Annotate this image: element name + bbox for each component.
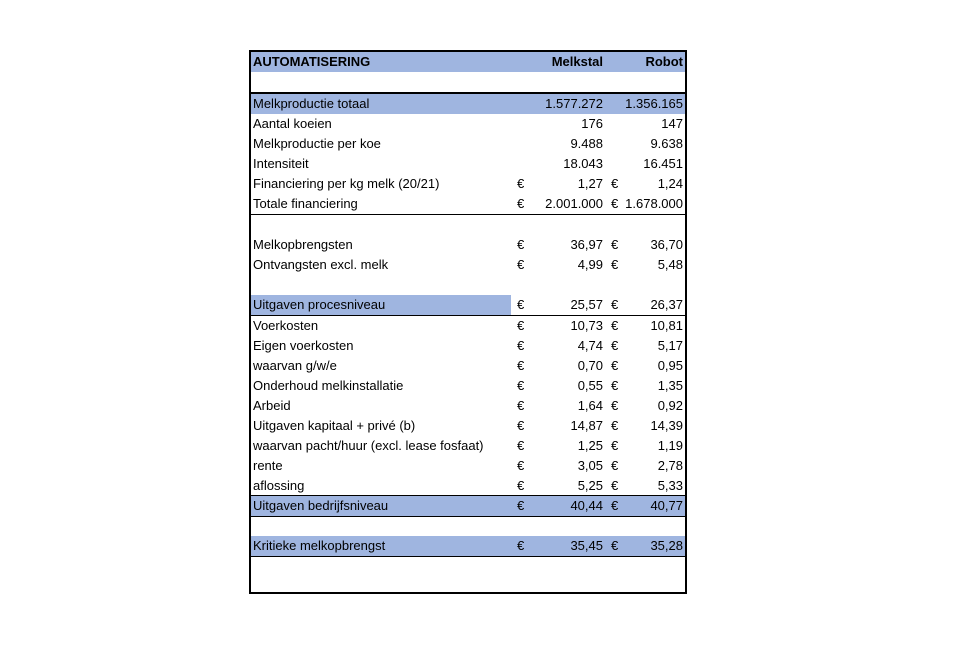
euro-symbol: € xyxy=(517,378,525,393)
table-row: rente € 3,05 € 2,78 xyxy=(251,456,685,476)
column-header-melkstal: Melkstal xyxy=(551,54,603,69)
euro-symbol: € xyxy=(611,338,619,353)
header-row xyxy=(251,52,685,72)
euro-symbol: € xyxy=(611,438,619,453)
euro-symbol: € xyxy=(611,257,619,272)
column-header-robot: Robot xyxy=(645,54,683,69)
euro-symbol: € xyxy=(517,398,525,413)
table-title: AUTOMATISERING xyxy=(253,54,371,69)
table-row: Uitgaven procesniveau € 25,57 € 26,37 xyxy=(251,295,685,316)
euro-symbol: € xyxy=(517,318,525,333)
table-row: Arbeid € 1,64 € 0,92 xyxy=(251,396,685,416)
euro-symbol: € xyxy=(517,237,525,252)
euro-symbol: € xyxy=(611,176,619,191)
table-row: waarvan g/w/e € 0,70 € 0,95 xyxy=(251,356,685,376)
euro-symbol: € xyxy=(611,196,619,211)
table-row: Melkproductie totaal 1.577.272 1.356.165 xyxy=(251,94,685,114)
table-row: Totale financiering € 2.001.000 € 1.678.000 xyxy=(251,194,685,215)
table-row: Kritieke melkopbrengst € 35,45 € 35,28 xyxy=(251,536,685,557)
table-row: Eigen voerkosten € 4,74 € 5,17 xyxy=(251,336,685,356)
euro-symbol: € xyxy=(517,257,525,272)
euro-symbol: € xyxy=(611,378,619,393)
table-row: Melkopbrengsten € 36,97 € 36,70 xyxy=(251,235,685,255)
euro-symbol: € xyxy=(517,196,525,211)
table-row: Onderhoud melkinstallatie € 0,55 € 1,35 xyxy=(251,376,685,396)
euro-symbol: € xyxy=(611,237,619,252)
table-row: Voerkosten € 10,73 € 10,81 xyxy=(251,316,685,336)
euro-symbol: € xyxy=(611,358,619,373)
euro-symbol: € xyxy=(517,538,525,553)
euro-symbol: € xyxy=(517,438,525,453)
euro-symbol: € xyxy=(517,338,525,353)
euro-symbol: € xyxy=(517,478,525,493)
euro-symbol: € xyxy=(517,297,525,312)
table-row: aflossing € 5,25 € 5,33 xyxy=(251,476,685,496)
euro-symbol: € xyxy=(517,358,525,373)
table-row: Ontvangsten excl. melk € 4,99 € 5,48 xyxy=(251,255,685,275)
euro-symbol: € xyxy=(611,418,619,433)
euro-symbol: € xyxy=(611,538,619,553)
euro-symbol: € xyxy=(517,458,525,473)
table-row: Aantal koeien 176 147 xyxy=(253,116,683,131)
euro-symbol: € xyxy=(611,458,619,473)
table-row: waarvan pacht/huur (excl. lease fosfaat) € 1,25 € 1,19 xyxy=(251,436,685,456)
euro-symbol: € xyxy=(611,318,619,333)
spreadsheet-table xyxy=(249,50,687,594)
euro-symbol: € xyxy=(517,498,525,513)
table-row: Uitgaven kapitaal + privé (b) € 14,87 € 14,39 xyxy=(251,416,685,436)
euro-symbol: € xyxy=(611,478,619,493)
table-row: Uitgaven bedrijfsniveau € 40,44 € 40,77 xyxy=(251,495,685,517)
table-row: Intensiteit 18.043 16.451 xyxy=(253,156,683,171)
table-row: Melkproductie per koe 9.488 9.638 xyxy=(253,136,683,151)
euro-symbol: € xyxy=(611,297,619,312)
euro-symbol: € xyxy=(611,498,619,513)
table-row: Financiering per kg melk (20/21) € 1,27 € 1,24 xyxy=(251,174,685,194)
euro-symbol: € xyxy=(517,418,525,433)
euro-symbol: € xyxy=(611,398,619,413)
euro-symbol: € xyxy=(517,176,525,191)
